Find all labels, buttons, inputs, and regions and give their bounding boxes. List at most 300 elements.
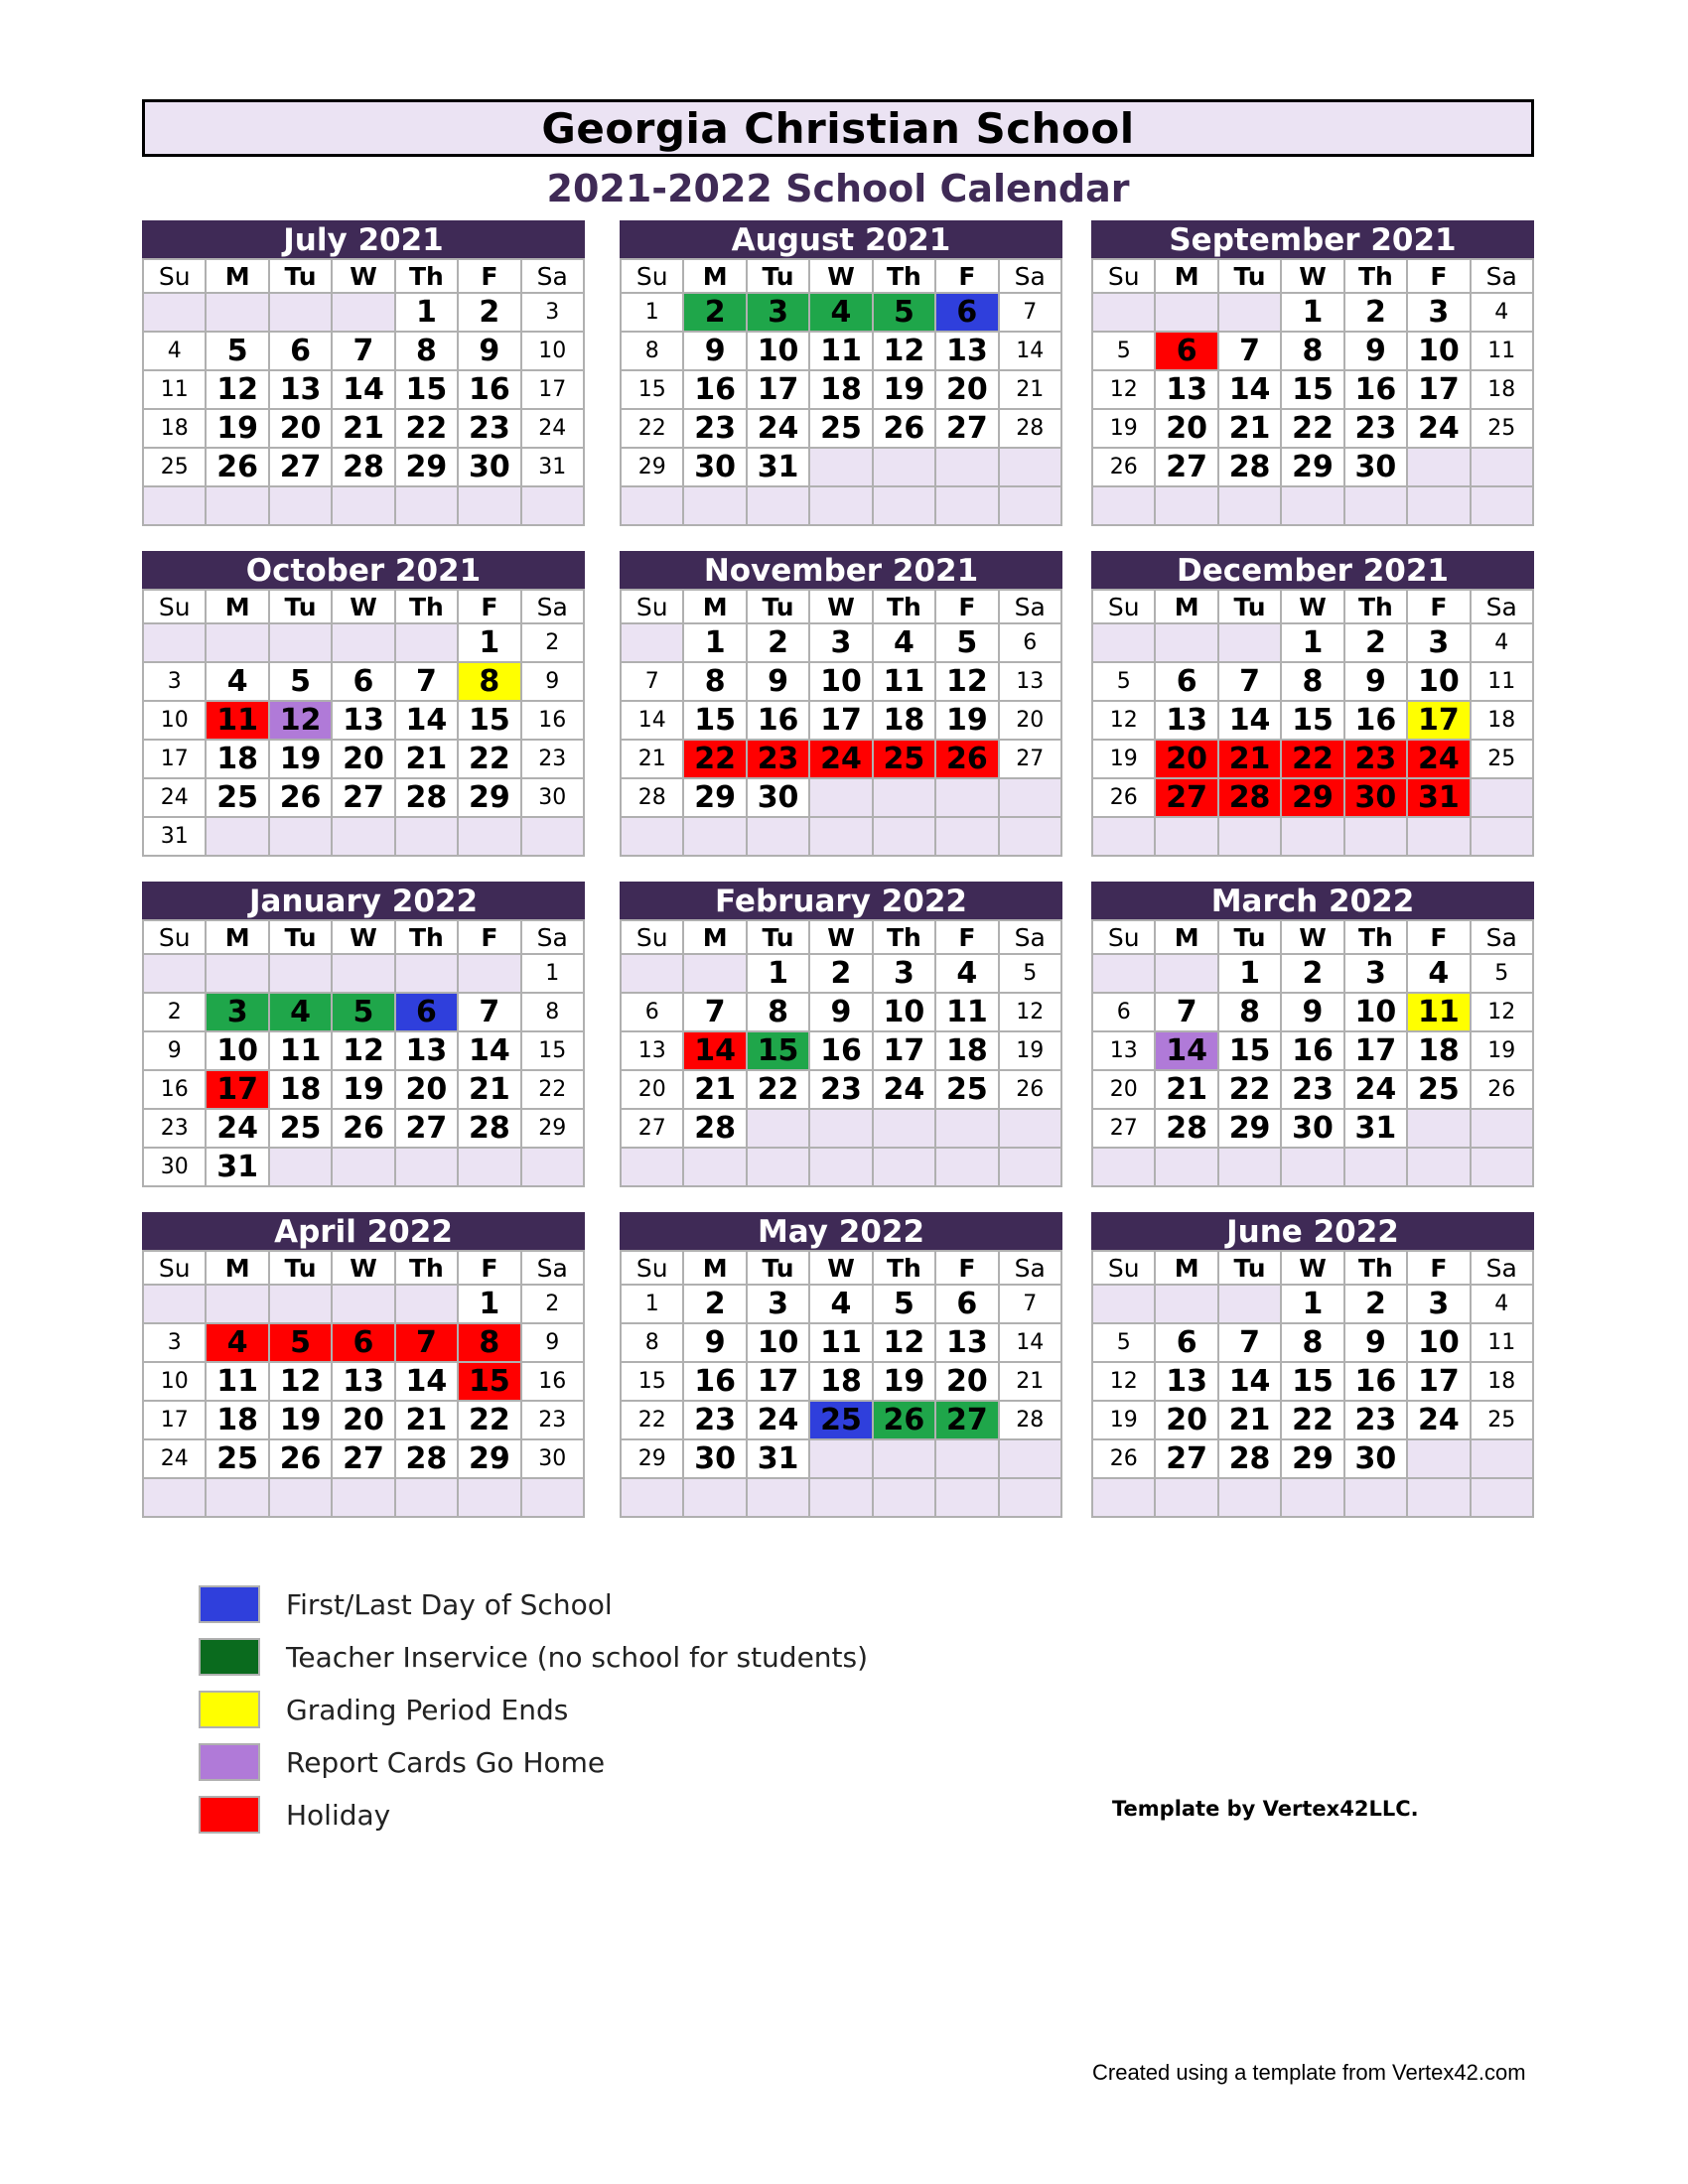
day-cell: 11 [874, 663, 934, 700]
day-cell: 22 [1219, 1071, 1280, 1108]
empty-day-cell [459, 955, 519, 992]
empty-day-cell [1156, 1479, 1216, 1516]
empty-day-cell [874, 487, 934, 524]
day-cell: 20 [1156, 410, 1216, 447]
day-cell: 12 [1472, 994, 1532, 1030]
day-cell: 21 [396, 741, 457, 777]
weekday-header: F [459, 260, 519, 292]
day-cell: 16 [810, 1032, 871, 1069]
weekday-header: W [333, 260, 393, 292]
day-cell: 27 [396, 1110, 457, 1147]
day-cell: 30 [684, 1440, 745, 1477]
month-grid [620, 258, 1062, 526]
day-cell: 15 [1282, 702, 1342, 739]
day-cell: 22 [522, 1071, 583, 1108]
day-cell: 7 [459, 994, 519, 1030]
day-cell: 31 [748, 1440, 808, 1477]
day-cell: 18 [810, 1363, 871, 1400]
empty-day-cell [622, 818, 682, 855]
day-cell: 8 [1219, 994, 1280, 1030]
day-cell: 23 [1282, 1071, 1342, 1108]
day-cell: 15 [684, 702, 745, 739]
day-cell: 28 [1219, 779, 1280, 816]
day-cell: 3 [144, 1324, 205, 1361]
weekday-header: Su [144, 260, 205, 292]
day-cell: 12 [936, 663, 997, 700]
weekday-header: W [810, 591, 871, 622]
day-cell: 30 [1345, 779, 1406, 816]
day-cell: 10 [1408, 663, 1469, 700]
empty-day-cell [522, 818, 583, 855]
day-cell: 31 [522, 449, 583, 485]
day-cell: 11 [1472, 1324, 1532, 1361]
month-grid [142, 1250, 585, 1518]
day-cell: 30 [1345, 449, 1406, 485]
weekday-header: Su [144, 1252, 205, 1284]
day-cell: 22 [748, 1071, 808, 1108]
day-cell: 25 [207, 779, 267, 816]
day-cell: 2 [748, 624, 808, 661]
weekday-header: Sa [522, 591, 583, 622]
month-grid [620, 589, 1062, 857]
day-cell: 30 [1282, 1110, 1342, 1147]
day-cell: 4 [1472, 624, 1532, 661]
empty-day-cell [810, 487, 871, 524]
empty-day-cell [333, 1479, 393, 1516]
day-cell: 9 [684, 1324, 745, 1361]
month-title: July 2021 [142, 220, 585, 258]
month-title: December 2021 [1091, 551, 1534, 589]
empty-day-cell [1219, 294, 1280, 331]
day-cell: 12 [270, 702, 331, 739]
empty-day-cell [396, 955, 457, 992]
empty-day-cell [1000, 1149, 1060, 1185]
day-cell: 31 [1345, 1110, 1406, 1147]
day-cell: 17 [748, 1363, 808, 1400]
day-cell: 27 [936, 1402, 997, 1438]
empty-day-cell [1219, 1149, 1280, 1185]
empty-day-cell [333, 487, 393, 524]
day-cell: 9 [1345, 663, 1406, 700]
weekday-header: M [684, 921, 745, 953]
day-cell: 13 [936, 333, 997, 369]
day-cell: 7 [333, 333, 393, 369]
empty-day-cell [144, 624, 205, 661]
day-cell: 14 [1000, 333, 1060, 369]
day-cell: 22 [1282, 1402, 1342, 1438]
day-cell: 3 [207, 994, 267, 1030]
day-cell: 31 [144, 818, 205, 855]
day-cell: 26 [207, 449, 267, 485]
day-cell: 6 [936, 1286, 997, 1322]
day-cell: 6 [270, 333, 331, 369]
day-cell: 11 [810, 1324, 871, 1361]
day-cell: 23 [1345, 410, 1406, 447]
day-cell: 6 [333, 1324, 393, 1361]
weekday-header: M [1156, 591, 1216, 622]
day-cell: 12 [874, 1324, 934, 1361]
weekday-header: M [207, 591, 267, 622]
empty-day-cell [1093, 487, 1154, 524]
day-cell: 15 [1282, 371, 1342, 408]
legend-swatch [199, 1796, 260, 1834]
day-cell: 2 [1282, 955, 1342, 992]
month-grid [142, 258, 585, 526]
weekday-header: Sa [1472, 591, 1532, 622]
day-cell: 9 [459, 333, 519, 369]
empty-day-cell [1093, 1149, 1154, 1185]
day-cell: 3 [522, 294, 583, 331]
weekday-header: W [333, 921, 393, 953]
weekday-header: Tu [748, 260, 808, 292]
empty-day-cell [936, 1479, 997, 1516]
day-cell: 23 [522, 1402, 583, 1438]
day-cell: 24 [1408, 410, 1469, 447]
day-cell: 3 [1408, 624, 1469, 661]
day-cell: 23 [748, 741, 808, 777]
day-cell: 5 [333, 994, 393, 1030]
month-title: April 2022 [142, 1212, 585, 1250]
weekday-header: Tu [270, 260, 331, 292]
day-cell: 26 [874, 410, 934, 447]
empty-day-cell [459, 487, 519, 524]
day-cell: 9 [1345, 1324, 1406, 1361]
day-cell: 5 [270, 1324, 331, 1361]
day-cell: 10 [522, 333, 583, 369]
weekday-header: Sa [1000, 591, 1060, 622]
day-cell: 4 [1408, 955, 1469, 992]
day-cell: 14 [459, 1032, 519, 1069]
month-calendar [142, 220, 585, 526]
day-cell: 28 [396, 779, 457, 816]
weekday-header: M [1156, 260, 1216, 292]
day-cell: 20 [1156, 741, 1216, 777]
weekday-header: Th [874, 591, 934, 622]
legend-label: Report Cards Go Home [286, 1745, 606, 1779]
day-cell: 3 [1408, 294, 1469, 331]
day-cell: 21 [1000, 1363, 1060, 1400]
weekday-header: Th [1345, 921, 1406, 953]
day-cell: 6 [622, 994, 682, 1030]
legend-swatch [199, 1585, 260, 1623]
day-cell: 1 [522, 955, 583, 992]
weekday-header: Tu [1219, 921, 1280, 953]
template-credit: Template by Vertex42LLC. [1112, 1797, 1419, 1821]
day-cell: 21 [1156, 1071, 1216, 1108]
day-cell: 16 [1345, 702, 1406, 739]
day-cell: 3 [748, 1286, 808, 1322]
empty-day-cell [684, 955, 745, 992]
day-cell: 29 [1282, 449, 1342, 485]
day-cell: 10 [874, 994, 934, 1030]
day-cell: 14 [622, 702, 682, 739]
day-cell: 18 [207, 1402, 267, 1438]
day-cell: 26 [874, 1402, 934, 1438]
day-cell: 5 [207, 333, 267, 369]
empty-day-cell [1093, 1479, 1154, 1516]
empty-day-cell [270, 1149, 331, 1185]
empty-day-cell [1219, 818, 1280, 855]
day-cell: 26 [1093, 1440, 1154, 1477]
day-cell: 13 [333, 702, 393, 739]
day-cell: 20 [1000, 702, 1060, 739]
empty-day-cell [207, 1286, 267, 1322]
day-cell: 25 [874, 741, 934, 777]
legend-item [199, 1578, 868, 1630]
empty-day-cell [270, 1479, 331, 1516]
empty-day-cell [1093, 955, 1154, 992]
empty-day-cell [459, 1479, 519, 1516]
empty-day-cell [333, 955, 393, 992]
day-cell: 22 [1282, 741, 1342, 777]
day-cell: 29 [1282, 1440, 1342, 1477]
legend-label: First/Last Day of School [286, 1587, 613, 1621]
empty-day-cell [1282, 818, 1342, 855]
day-cell: 19 [270, 1402, 331, 1438]
day-cell: 12 [1000, 994, 1060, 1030]
weekday-header: Su [144, 921, 205, 953]
empty-day-cell [1156, 624, 1216, 661]
empty-day-cell [207, 955, 267, 992]
month-title: October 2021 [142, 551, 585, 589]
empty-day-cell [396, 1286, 457, 1322]
weekday-header: Tu [748, 1252, 808, 1284]
day-cell: 14 [333, 371, 393, 408]
day-cell: 25 [810, 410, 871, 447]
empty-day-cell [459, 1149, 519, 1185]
weekday-header: Su [622, 921, 682, 953]
day-cell: 19 [1093, 1402, 1154, 1438]
weekday-header: Su [1093, 591, 1154, 622]
day-cell: 6 [1156, 333, 1216, 369]
day-cell: 17 [810, 702, 871, 739]
day-cell: 18 [810, 371, 871, 408]
month-calendar [1091, 551, 1534, 857]
school-name: Georgia Christian School [142, 99, 1534, 157]
day-cell: 28 [1000, 1402, 1060, 1438]
day-cell: 1 [1282, 624, 1342, 661]
day-cell: 21 [396, 1402, 457, 1438]
day-cell: 15 [1219, 1032, 1280, 1069]
weekday-header: Tu [1219, 591, 1280, 622]
day-cell: 7 [622, 663, 682, 700]
day-cell: 28 [1219, 449, 1280, 485]
empty-day-cell [810, 1479, 871, 1516]
day-cell: 30 [522, 1440, 583, 1477]
day-cell: 13 [622, 1032, 682, 1069]
empty-day-cell [1345, 1149, 1406, 1185]
day-cell: 6 [333, 663, 393, 700]
day-cell: 27 [333, 1440, 393, 1477]
weekday-header: W [1282, 591, 1342, 622]
empty-day-cell [1472, 818, 1532, 855]
empty-day-cell [1000, 779, 1060, 816]
day-cell: 12 [207, 371, 267, 408]
day-cell: 20 [936, 1363, 997, 1400]
day-cell: 17 [1408, 371, 1469, 408]
weekday-header: F [459, 591, 519, 622]
empty-day-cell [1093, 624, 1154, 661]
empty-day-cell [810, 1149, 871, 1185]
month-calendar [620, 551, 1062, 857]
empty-day-cell [1156, 955, 1216, 992]
day-cell: 9 [1282, 994, 1342, 1030]
day-cell: 12 [1093, 371, 1154, 408]
empty-day-cell [1282, 487, 1342, 524]
day-cell: 11 [207, 1363, 267, 1400]
weekday-header: Tu [270, 921, 331, 953]
day-cell: 5 [874, 294, 934, 331]
day-cell: 29 [1219, 1110, 1280, 1147]
day-cell: 24 [522, 410, 583, 447]
empty-day-cell [622, 487, 682, 524]
day-cell: 2 [1345, 624, 1406, 661]
month-title: February 2022 [620, 882, 1062, 919]
month-title: November 2021 [620, 551, 1062, 589]
empty-day-cell [1408, 1440, 1469, 1477]
day-cell: 30 [684, 449, 745, 485]
weekday-header: Th [1345, 260, 1406, 292]
weekday-header: F [936, 1252, 997, 1284]
legend-item [199, 1736, 868, 1788]
weekday-header: Su [1093, 260, 1154, 292]
day-cell: 18 [1472, 371, 1532, 408]
day-cell: 5 [1093, 1324, 1154, 1361]
weekday-header: Th [396, 591, 457, 622]
weekday-header: F [1408, 591, 1469, 622]
empty-day-cell [207, 294, 267, 331]
day-cell: 8 [1282, 1324, 1342, 1361]
weekday-header: F [1408, 1252, 1469, 1284]
day-cell: 31 [1408, 779, 1469, 816]
day-cell: 6 [396, 994, 457, 1030]
day-cell: 5 [1093, 333, 1154, 369]
empty-day-cell [1000, 1479, 1060, 1516]
day-cell: 4 [207, 663, 267, 700]
day-cell: 6 [1156, 663, 1216, 700]
day-cell: 3 [874, 955, 934, 992]
empty-day-cell [1408, 1149, 1469, 1185]
day-cell: 27 [1156, 779, 1216, 816]
footer-credit: Created using a template from Vertex42.com [1092, 2060, 1526, 2085]
legend-label: Grading Period Ends [286, 1693, 569, 1726]
weekday-header: Sa [1472, 1252, 1532, 1284]
day-cell: 25 [270, 1110, 331, 1147]
empty-day-cell [810, 818, 871, 855]
day-cell: 15 [459, 702, 519, 739]
month-title: January 2022 [142, 882, 585, 919]
day-cell: 25 [810, 1402, 871, 1438]
day-cell: 17 [144, 1402, 205, 1438]
day-cell: 8 [1282, 333, 1342, 369]
empty-day-cell [936, 449, 997, 485]
empty-day-cell [1472, 449, 1532, 485]
day-cell: 29 [396, 449, 457, 485]
day-cell: 24 [1345, 1071, 1406, 1108]
day-cell: 4 [874, 624, 934, 661]
day-cell: 18 [144, 410, 205, 447]
day-cell: 13 [1156, 702, 1216, 739]
day-cell: 29 [459, 1440, 519, 1477]
day-cell: 17 [522, 371, 583, 408]
day-cell: 18 [1472, 1363, 1532, 1400]
day-cell: 13 [1156, 1363, 1216, 1400]
day-cell: 19 [1093, 410, 1154, 447]
day-cell: 4 [207, 1324, 267, 1361]
day-cell: 7 [396, 663, 457, 700]
empty-day-cell [207, 818, 267, 855]
empty-day-cell [622, 1479, 682, 1516]
empty-day-cell [748, 818, 808, 855]
day-cell: 2 [684, 1286, 745, 1322]
empty-day-cell [1472, 487, 1532, 524]
weekday-header: W [810, 260, 871, 292]
day-cell: 22 [684, 741, 745, 777]
day-cell: 2 [144, 994, 205, 1030]
day-cell: 17 [1408, 1363, 1469, 1400]
day-cell: 26 [1093, 779, 1154, 816]
day-cell: 5 [936, 624, 997, 661]
day-cell: 13 [936, 1324, 997, 1361]
weekday-header: Th [396, 1252, 457, 1284]
day-cell: 23 [522, 741, 583, 777]
day-cell: 31 [207, 1149, 267, 1185]
day-cell: 8 [622, 333, 682, 369]
day-cell: 1 [684, 624, 745, 661]
day-cell: 21 [1219, 410, 1280, 447]
day-cell: 22 [622, 410, 682, 447]
day-cell: 19 [1093, 741, 1154, 777]
day-cell: 14 [396, 1363, 457, 1400]
day-cell: 21 [1219, 1402, 1280, 1438]
day-cell: 21 [684, 1071, 745, 1108]
day-cell: 2 [459, 294, 519, 331]
day-cell: 16 [459, 371, 519, 408]
month-title: August 2021 [620, 220, 1062, 258]
day-cell: 8 [459, 1324, 519, 1361]
empty-day-cell [459, 818, 519, 855]
day-cell: 13 [396, 1032, 457, 1069]
day-cell: 11 [144, 371, 205, 408]
day-cell: 11 [1472, 663, 1532, 700]
day-cell: 28 [333, 449, 393, 485]
day-cell: 2 [810, 955, 871, 992]
day-cell: 16 [1345, 371, 1406, 408]
day-cell: 20 [1093, 1071, 1154, 1108]
day-cell: 7 [1000, 294, 1060, 331]
day-cell: 30 [144, 1149, 205, 1185]
day-cell: 14 [1219, 1363, 1280, 1400]
day-cell: 14 [1000, 1324, 1060, 1361]
legend-label: Teacher Inservice (no school for students) [286, 1640, 869, 1674]
empty-day-cell [333, 624, 393, 661]
month-calendar [620, 882, 1062, 1187]
day-cell: 19 [1000, 1032, 1060, 1069]
empty-day-cell [1472, 1479, 1532, 1516]
day-cell: 13 [333, 1363, 393, 1400]
weekday-header: Th [396, 260, 457, 292]
day-cell: 27 [1000, 741, 1060, 777]
empty-day-cell [333, 294, 393, 331]
day-cell: 20 [936, 371, 997, 408]
day-cell: 10 [1345, 994, 1406, 1030]
day-cell: 23 [810, 1071, 871, 1108]
empty-day-cell [522, 1479, 583, 1516]
month-grid [1091, 1250, 1534, 1518]
weekday-header: Th [874, 1252, 934, 1284]
empty-day-cell [1219, 1479, 1280, 1516]
day-cell: 27 [333, 779, 393, 816]
